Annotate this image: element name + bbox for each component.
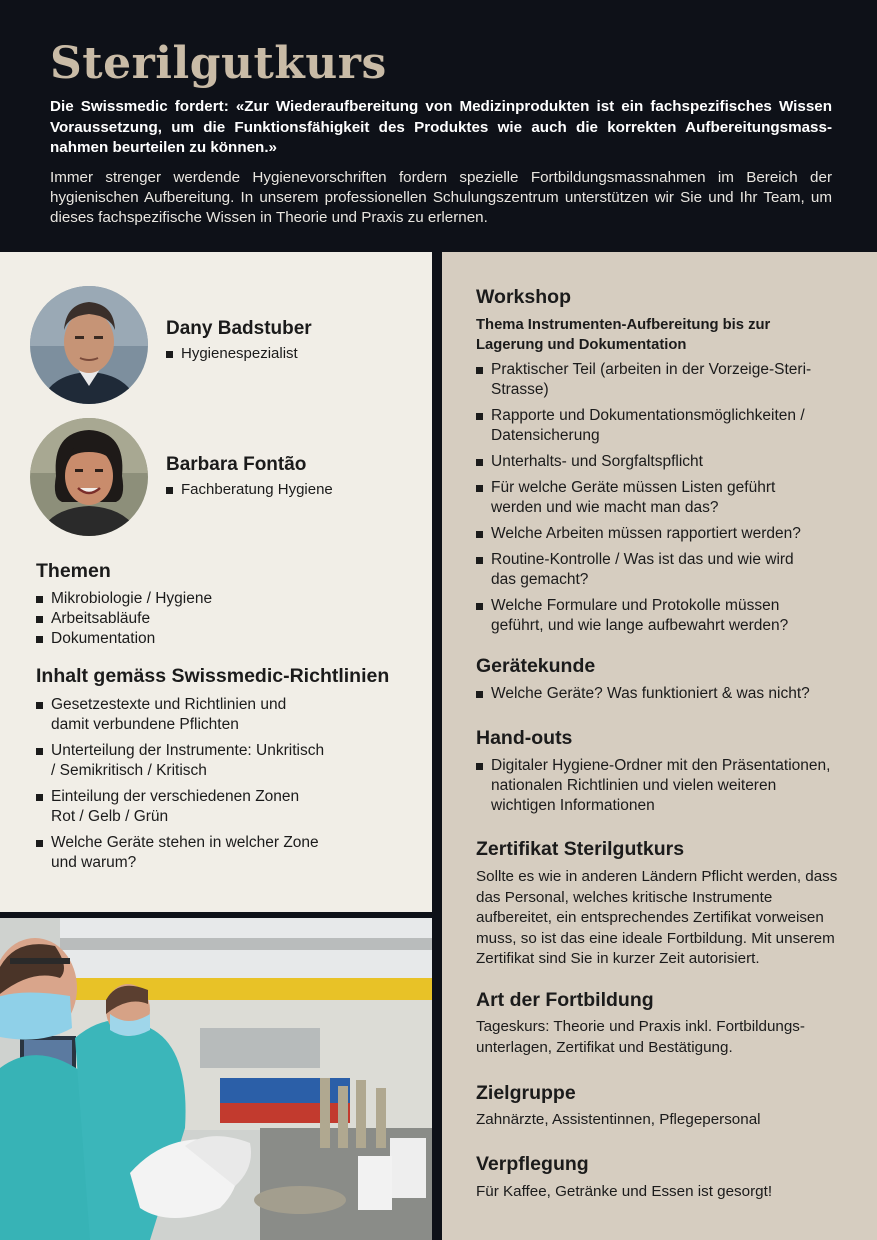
column-divider: [432, 252, 442, 1240]
handouts-list: [476, 756, 844, 816]
list-item: Gesetzestexte und Richtlinien und damit verbundene Pflichten: [36, 695, 326, 735]
person-name: Dany Badstuber: [166, 318, 312, 339]
page-title: Sterilgutkurs: [50, 38, 387, 89]
lab-photo: [0, 918, 432, 1240]
section-heading-zielgruppe: Zielgruppe: [476, 1082, 576, 1104]
section-heading-workshop: Workshop: [476, 286, 571, 308]
list-item: Unterhalts- und Sorgfaltspflicht: [476, 452, 816, 472]
list-item: Dokumentation: [36, 629, 416, 649]
person-card: [30, 418, 430, 538]
section-heading-inhalt: Inhalt gemäss Swissmedic-Richtlinien: [36, 665, 390, 687]
section-heading-handouts: Hand-outs: [476, 727, 573, 749]
person-role: Fachberatung Hygiene: [166, 480, 333, 500]
verpflegung-text: Für Kaffee, Getränke und Essen ist gesorgt!: [476, 1183, 773, 1200]
section-heading-themen: Themen: [36, 560, 111, 582]
list-item: Routine-Kontrolle / Was ist das und wie wird das gemacht?: [476, 550, 816, 590]
person-name: Barbara Fontão: [166, 454, 307, 475]
section-heading-zertifikat: Zertifikat Sterilgutkurs: [476, 838, 685, 860]
themen-list: [36, 589, 416, 649]
list-item: Praktischer Teil (arbeiten in der Vorzeige-Steri-Strasse): [476, 360, 816, 400]
zielgruppe-text: Zahnärzte, Assistentinnen, Pflegepersonal: [476, 1111, 761, 1128]
avatar: [30, 286, 148, 404]
person-card: [30, 286, 430, 406]
list-item: Welche Geräte? Was funktioniert & was nicht?: [476, 684, 856, 704]
list-item: Welche Geräte stehen in welcher Zone und warum?: [36, 833, 326, 873]
list-item: Welche Arbeiten müssen rapportiert werden?: [476, 524, 816, 544]
workshop-subheading: Thema Instrumenten-Aufbereitung bis zur Lagerung und Dokumentation: [476, 317, 771, 353]
list-item: Einteilung der verschiedenen Zonen Rot / Gelb / Grün: [36, 787, 326, 827]
zertifikat-text: Sollte es wie in anderen Ländern Pflicht werden, dass das Personal, welches kritische Instrumente aufbereitet, ein entsprechendes Zertifikat vorweisen muss, so ist das eine ideale Fortbildung. Mit unserem Zertifikat sind Sie in kurzer Zeit autorisiert.: [476, 868, 838, 967]
person-role: Hygienespezialist: [166, 344, 298, 364]
list-item: Rapporte und Dokumentationsmöglichkeiten / Datensicherung: [476, 406, 816, 446]
list-item: Arbeitsabläufe: [36, 609, 416, 629]
left-panel: [0, 252, 432, 912]
geraetekunde-list: [476, 684, 856, 704]
section-heading-geraetekunde: Gerätekunde: [476, 655, 596, 677]
person-role-list: [166, 480, 333, 500]
list-item: Unterteilung der Instrumente: Unkritisch / Semikritisch / Kritisch: [36, 741, 326, 781]
avatar: [30, 418, 148, 536]
list-item: Mikrobiologie / Hygiene: [36, 589, 416, 609]
workshop-list: [476, 360, 816, 636]
art-text: Tageskurs: Theorie und Praxis inkl. Fortbildungsunterlagen, Zertifikat und Bestätigung.: [476, 1018, 805, 1056]
inhalt-list: [36, 695, 326, 873]
list-item: Digitaler Hygiene-Ordner mit den Präsentationen, nationalen Richtlinien und vielen weiteren wichtigen Informationen: [476, 756, 844, 816]
list-item: Für welche Geräte müssen Listen geführt werden und wie macht man das?: [476, 478, 816, 518]
right-panel: [442, 252, 877, 1240]
lead-quote: Die Swissmedic fordert: «Zur Wiederaufbereitung von Medizinprodukten ist ein fachspezifisches Wissen Voraussetzung, um die Funktionsfähigkeit des Produktes wie auch die korrekten Aufbereitungsmassnahmen beurteilen zu können.»: [50, 98, 832, 156]
section-heading-verpflegung: Verpflegung: [476, 1153, 589, 1175]
section-heading-art: Art der Fortbildung: [476, 989, 654, 1011]
person-role-list: [166, 344, 298, 364]
list-item: Welche Formulare und Protokolle müssen geführt, und wie lange aufbewahrt werden?: [476, 596, 816, 636]
header: [0, 0, 877, 250]
intro-text: Immer strenger werdende Hygienevorschriften fordern spezielle Fortbildungsmassnahmen im Bereich der hygienischen Aufbereitung. In unserem professionellen Schulungszentrum unterstützen wir Sie und Ihr Team, um dieses fachspezifische Wissen in Theorie und Praxis zu erlernen.: [50, 169, 832, 226]
